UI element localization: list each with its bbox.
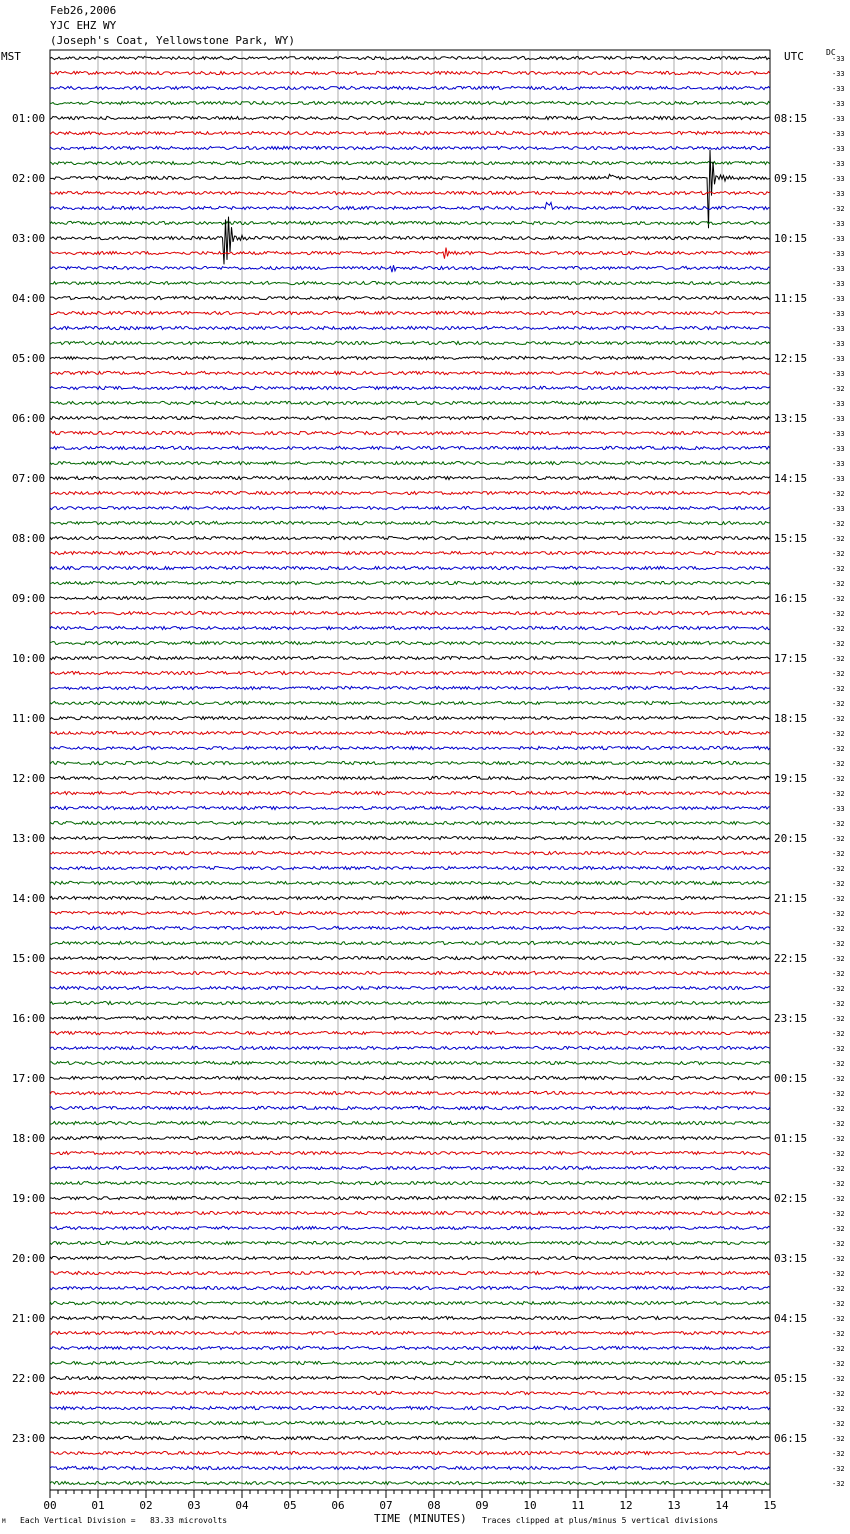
dc-offset-label: -33 bbox=[832, 100, 845, 108]
seismic-trace bbox=[50, 431, 770, 434]
seismic-trace bbox=[50, 776, 770, 779]
seismic-trace bbox=[50, 761, 770, 764]
dc-offset-label: -32 bbox=[832, 640, 845, 648]
seismic-trace bbox=[50, 1181, 770, 1184]
dc-offset-label: -33 bbox=[832, 370, 845, 378]
dc-offset-label: -32 bbox=[832, 655, 845, 663]
dc-offset-label: -32 bbox=[832, 520, 845, 528]
right-hour-label: 20:15 bbox=[774, 832, 808, 845]
seismic-trace bbox=[50, 1436, 770, 1439]
right-hour-label: 01:15 bbox=[774, 1132, 808, 1145]
dc-offset-label: -32 bbox=[832, 940, 845, 948]
seismic-trace bbox=[50, 971, 770, 974]
dc-offset-label: -32 bbox=[832, 1240, 845, 1248]
left-hour-label: 03:00 bbox=[12, 232, 46, 245]
seismic-trace bbox=[50, 248, 770, 259]
dc-offset-label: -32 bbox=[832, 1045, 845, 1053]
dc-offset-label: -33 bbox=[832, 265, 845, 273]
dc-offset-label: -33 bbox=[832, 190, 845, 198]
dc-offset-label: -33 bbox=[832, 325, 845, 333]
seismic-trace bbox=[50, 1091, 770, 1094]
left-hour-label: 17:00 bbox=[12, 1072, 46, 1085]
dc-offset-label: -32 bbox=[832, 1195, 845, 1203]
dc-offset-label: -32 bbox=[832, 985, 845, 993]
seismic-trace bbox=[50, 1376, 770, 1379]
dc-offset-label: -33 bbox=[832, 295, 845, 303]
dc-offset-label: -32 bbox=[832, 1105, 845, 1113]
x-tick-label: 10 bbox=[523, 1499, 537, 1512]
seismic-trace bbox=[50, 371, 770, 374]
seismic-trace bbox=[50, 926, 770, 929]
dc-offset-label: -33 bbox=[832, 400, 845, 408]
seismic-trace bbox=[50, 386, 770, 389]
seismic-trace bbox=[50, 806, 770, 809]
corner-mark: M bbox=[2, 1518, 6, 1525]
dc-offset-label: -33 bbox=[832, 460, 845, 468]
dc-offset-label: -32 bbox=[832, 535, 845, 543]
seismic-trace bbox=[50, 641, 770, 644]
dc-offset-label: -32 bbox=[832, 685, 845, 693]
right-hour-label: 21:15 bbox=[774, 892, 808, 905]
seismic-trace bbox=[50, 416, 770, 419]
seismic-trace bbox=[50, 1406, 770, 1409]
seismic-trace bbox=[50, 265, 770, 272]
dc-offset-label: -33 bbox=[832, 475, 845, 483]
seismic-trace bbox=[50, 851, 770, 854]
dc-offset-label: -32 bbox=[832, 730, 845, 738]
seismic-trace bbox=[50, 1421, 770, 1424]
dc-offset-label: -33 bbox=[832, 235, 845, 243]
seismic-trace bbox=[50, 446, 770, 449]
left-hour-label: 10:00 bbox=[12, 652, 46, 665]
x-tick-label: 03 bbox=[187, 1499, 201, 1512]
dc-offset-label: -32 bbox=[832, 955, 845, 963]
seismic-trace bbox=[50, 1391, 770, 1394]
right-hour-label: 16:15 bbox=[774, 592, 808, 605]
seismic-trace bbox=[50, 1256, 770, 1259]
right-hour-label: 05:15 bbox=[774, 1372, 808, 1385]
dc-offset-label: -32 bbox=[832, 490, 845, 498]
dc-offset-label: -32 bbox=[832, 1135, 845, 1143]
dc-offset-label: -33 bbox=[832, 805, 845, 813]
left-hour-label: 19:00 bbox=[12, 1192, 46, 1205]
x-tick-label: 08 bbox=[427, 1499, 441, 1512]
seismic-trace bbox=[50, 626, 770, 629]
seismic-trace bbox=[50, 731, 770, 734]
dc-offset-label: -32 bbox=[832, 205, 845, 213]
left-hour-label: 02:00 bbox=[12, 172, 46, 185]
dc-offset-label: -32 bbox=[832, 1450, 845, 1458]
dc-offset-label: -32 bbox=[832, 895, 845, 903]
seismic-trace bbox=[50, 401, 770, 404]
left-timezone: MST bbox=[1, 50, 21, 63]
seismic-trace bbox=[50, 701, 770, 704]
dc-offset-label: -32 bbox=[832, 1330, 845, 1338]
dc-offset-label: -32 bbox=[832, 1315, 845, 1323]
left-hour-label: 11:00 bbox=[12, 712, 46, 725]
seismic-trace bbox=[50, 116, 770, 119]
seismic-trace bbox=[50, 1301, 770, 1304]
dc-offset-label: -32 bbox=[832, 775, 845, 783]
dc-offset-label: -32 bbox=[832, 1465, 845, 1473]
seismic-trace bbox=[50, 1211, 770, 1214]
right-timezone: UTC bbox=[784, 50, 804, 63]
seismic-trace bbox=[50, 1481, 770, 1484]
left-hour-label: 23:00 bbox=[12, 1432, 46, 1445]
seismic-trace bbox=[50, 1016, 770, 1019]
seismic-trace bbox=[50, 1001, 770, 1004]
dc-offset-label: -32 bbox=[832, 595, 845, 603]
seismic-trace bbox=[50, 686, 770, 689]
left-hour-label: 22:00 bbox=[12, 1372, 46, 1385]
dc-offset-label: -33 bbox=[832, 145, 845, 153]
right-hour-label: 11:15 bbox=[774, 292, 808, 305]
seismic-trace bbox=[50, 1046, 770, 1049]
left-hour-label: 21:00 bbox=[12, 1312, 46, 1325]
seismic-trace bbox=[50, 356, 770, 359]
x-tick-label: 05 bbox=[283, 1499, 297, 1512]
right-hour-label: 13:15 bbox=[774, 412, 808, 425]
seismic-trace bbox=[50, 881, 770, 884]
dc-offset-label: -32 bbox=[832, 850, 845, 858]
dc-offset-label: -33 bbox=[832, 340, 845, 348]
seismic-trace bbox=[50, 131, 770, 134]
seismic-trace bbox=[50, 581, 770, 584]
plot-date: Feb26,2006 bbox=[50, 4, 117, 17]
seismic-trace bbox=[50, 956, 770, 959]
seismic-trace bbox=[50, 521, 770, 524]
seismic-trace bbox=[50, 1241, 770, 1244]
seismic-trace bbox=[50, 1271, 770, 1274]
dc-offset-label: -33 bbox=[832, 280, 845, 288]
dc-offset-label: -32 bbox=[832, 790, 845, 798]
right-hour-label: 08:15 bbox=[774, 112, 808, 125]
seismic-trace bbox=[50, 476, 770, 479]
dc-offset-label: -32 bbox=[832, 1480, 845, 1488]
seismic-trace bbox=[50, 791, 770, 794]
dc-offset-label: -32 bbox=[832, 1210, 845, 1218]
seismic-trace bbox=[50, 1196, 770, 1199]
right-hour-label: 04:15 bbox=[774, 1312, 808, 1325]
x-tick-label: 09 bbox=[475, 1499, 489, 1512]
dc-offset-label: -32 bbox=[832, 550, 845, 558]
dc-offset-label: -32 bbox=[832, 1255, 845, 1263]
clip-note: Traces clipped at plus/minus 5 vertical divisions bbox=[482, 1516, 719, 1525]
dc-offset-label: -32 bbox=[832, 565, 845, 573]
seismic-trace bbox=[50, 1316, 770, 1319]
left-hour-label: 12:00 bbox=[12, 772, 46, 785]
right-hour-label: 17:15 bbox=[774, 652, 808, 665]
right-hour-label: 18:15 bbox=[774, 712, 808, 725]
seismic-trace bbox=[50, 56, 770, 59]
seismic-trace bbox=[50, 1151, 770, 1154]
right-hour-label: 10:15 bbox=[774, 232, 808, 245]
dc-offset-label: -33 bbox=[832, 115, 845, 123]
seismic-trace bbox=[50, 671, 770, 674]
seismic-trace bbox=[50, 1451, 770, 1454]
left-hour-label: 20:00 bbox=[12, 1252, 46, 1265]
dc-offset-label: -32 bbox=[832, 1000, 845, 1008]
right-hour-label: 06:15 bbox=[774, 1432, 808, 1445]
dc-offset-label: -33 bbox=[832, 505, 845, 513]
dc-offset-label: -32 bbox=[832, 745, 845, 753]
seismic-trace bbox=[50, 461, 770, 464]
seismic-trace bbox=[50, 836, 770, 839]
dc-offset-label: -33 bbox=[832, 310, 845, 318]
x-tick-label: 11 bbox=[571, 1499, 585, 1512]
dc-offset-label: -32 bbox=[832, 835, 845, 843]
dc-offset-label: -33 bbox=[832, 250, 845, 258]
x-tick-label: 02 bbox=[139, 1499, 153, 1512]
dc-offset-label: -32 bbox=[832, 1375, 845, 1383]
seismic-trace bbox=[50, 1226, 770, 1229]
seismic-trace bbox=[50, 341, 770, 344]
seismic-trace bbox=[50, 1466, 770, 1469]
dc-offset-label: -32 bbox=[832, 1345, 845, 1353]
seismic-trace bbox=[50, 716, 770, 719]
dc-offset-label: -32 bbox=[832, 970, 845, 978]
dc-offset-label: -32 bbox=[832, 760, 845, 768]
dc-offset-label: -33 bbox=[832, 415, 845, 423]
dc-offset-label: -32 bbox=[832, 1420, 845, 1428]
dc-offset-label: -32 bbox=[832, 1150, 845, 1158]
seismic-trace bbox=[50, 911, 770, 914]
seismic-trace bbox=[50, 596, 770, 599]
seismic-trace bbox=[50, 1106, 770, 1109]
right-hour-label: 19:15 bbox=[774, 772, 808, 785]
dc-offset-label: -32 bbox=[832, 1120, 845, 1128]
left-hour-label: 06:00 bbox=[12, 412, 46, 425]
dc-offset-label: -33 bbox=[832, 55, 845, 63]
dc-offset-label: -32 bbox=[832, 580, 845, 588]
seismic-trace bbox=[50, 1031, 770, 1034]
x-tick-label: 14 bbox=[715, 1499, 729, 1512]
seismic-trace bbox=[50, 941, 770, 944]
left-hour-label: 18:00 bbox=[12, 1132, 46, 1145]
dc-offset-label: -32 bbox=[832, 385, 845, 393]
seismic-trace bbox=[50, 821, 770, 824]
left-hour-label: 08:00 bbox=[12, 532, 46, 545]
dc-offset-label: -33 bbox=[832, 130, 845, 138]
x-tick-label: 01 bbox=[91, 1499, 105, 1512]
dc-offset-label: -33 bbox=[832, 355, 845, 363]
dc-offset-label: -33 bbox=[832, 70, 845, 78]
dc-offset-label: -32 bbox=[832, 1285, 845, 1293]
right-hour-label: 22:15 bbox=[774, 952, 808, 965]
seismic-trace bbox=[50, 101, 770, 104]
x-tick-label: 06 bbox=[331, 1499, 345, 1512]
left-hour-label: 14:00 bbox=[12, 892, 46, 905]
right-hour-label: 23:15 bbox=[774, 1012, 808, 1025]
right-hour-label: 15:15 bbox=[774, 532, 808, 545]
left-hour-label: 09:00 bbox=[12, 592, 46, 605]
seismic-trace bbox=[50, 1346, 770, 1349]
left-hour-label: 04:00 bbox=[12, 292, 46, 305]
seismic-trace bbox=[50, 866, 770, 869]
dc-offset-label: -32 bbox=[832, 1090, 845, 1098]
left-hour-label: 07:00 bbox=[12, 472, 46, 485]
right-hour-label: 02:15 bbox=[774, 1192, 808, 1205]
dc-offset-label: -32 bbox=[832, 1300, 845, 1308]
x-tick-label: 12 bbox=[619, 1499, 633, 1512]
left-hour-label: 05:00 bbox=[12, 352, 46, 365]
right-hour-label: 00:15 bbox=[774, 1072, 808, 1085]
seismic-trace bbox=[50, 1166, 770, 1169]
seismic-trace bbox=[50, 566, 770, 569]
seismic-trace bbox=[50, 551, 770, 554]
dc-offset-label: -33 bbox=[832, 430, 845, 438]
seismic-trace bbox=[50, 536, 770, 539]
left-hour-label: 01:00 bbox=[12, 112, 46, 125]
right-hour-label: 09:15 bbox=[774, 172, 808, 185]
dc-offset-label: -32 bbox=[832, 1435, 845, 1443]
dc-offset-label: -32 bbox=[832, 1225, 845, 1233]
seismic-trace bbox=[50, 1061, 770, 1064]
dc-offset-label: -32 bbox=[832, 610, 845, 618]
dc-offset-label: -32 bbox=[832, 1165, 845, 1173]
seismic-trace bbox=[50, 611, 770, 614]
x-tick-label: 13 bbox=[667, 1499, 681, 1512]
seismic-trace bbox=[50, 506, 770, 509]
dc-offset-label: -32 bbox=[832, 1075, 845, 1083]
seismic-trace bbox=[50, 1331, 770, 1334]
dc-offset-label: -33 bbox=[832, 220, 845, 228]
dc-offset-label: -32 bbox=[832, 700, 845, 708]
seismic-trace bbox=[50, 296, 770, 299]
dc-offset-label: -32 bbox=[832, 910, 845, 918]
seismic-trace bbox=[50, 221, 770, 224]
seismic-trace bbox=[50, 71, 770, 74]
left-hour-label: 16:00 bbox=[12, 1012, 46, 1025]
seismic-trace bbox=[50, 1286, 770, 1289]
right-hour-label: 03:15 bbox=[774, 1252, 808, 1265]
x-tick-label: 07 bbox=[379, 1499, 393, 1512]
dc-offset-label: -32 bbox=[832, 625, 845, 633]
seismic-trace bbox=[50, 326, 770, 329]
right-hour-label: 14:15 bbox=[774, 472, 808, 485]
seismic-trace bbox=[50, 986, 770, 989]
seismic-trace bbox=[50, 161, 770, 164]
left-hour-label: 13:00 bbox=[12, 832, 46, 845]
dc-offset-label: -32 bbox=[832, 1030, 845, 1038]
seismic-trace bbox=[50, 491, 770, 494]
dc-offset-label: -32 bbox=[832, 1015, 845, 1023]
dc-label: DC bbox=[826, 48, 836, 57]
seismic-trace bbox=[50, 311, 770, 314]
seismic-trace bbox=[50, 656, 770, 659]
dc-offset-label: -32 bbox=[832, 1270, 845, 1278]
right-hour-label: 12:15 bbox=[774, 352, 808, 365]
x-tick-label: 15 bbox=[763, 1499, 777, 1512]
dc-offset-label: -33 bbox=[832, 445, 845, 453]
seismic-trace bbox=[50, 281, 770, 284]
dc-offset-label: -32 bbox=[832, 1390, 845, 1398]
dc-offset-label: -32 bbox=[832, 1060, 845, 1068]
seismic-trace bbox=[50, 202, 770, 209]
dc-offset-label: -32 bbox=[832, 1360, 845, 1368]
station-location: (Joseph's Coat, Yellowstone Park, WY) bbox=[50, 34, 296, 47]
x-tick-label: 00 bbox=[43, 1499, 57, 1512]
dc-offset-label: -32 bbox=[832, 715, 845, 723]
seismic-trace bbox=[50, 86, 770, 89]
dc-offset-label: -33 bbox=[832, 160, 845, 168]
dc-offset-label: -32 bbox=[832, 880, 845, 888]
seismic-trace bbox=[50, 1076, 770, 1079]
dc-offset-label: -32 bbox=[832, 1180, 845, 1188]
dc-offset-label: -32 bbox=[832, 670, 845, 678]
x-axis-title: TIME (MINUTES) bbox=[374, 1512, 467, 1525]
dc-offset-label: -33 bbox=[832, 175, 845, 183]
dc-offset-label: -32 bbox=[832, 865, 845, 873]
dc-offset-label: -33 bbox=[832, 85, 845, 93]
seismic-trace bbox=[50, 1361, 770, 1364]
scale-note: Each Vertical Division = 83.33 microvolts bbox=[20, 1516, 228, 1525]
seismic-trace bbox=[50, 146, 770, 149]
station-code: YJC EHZ WY bbox=[50, 19, 117, 32]
seismic-trace bbox=[50, 896, 770, 899]
dc-offset-label: -32 bbox=[832, 1405, 845, 1413]
dc-offset-label: -32 bbox=[832, 925, 845, 933]
seismic-trace bbox=[50, 191, 770, 194]
left-hour-label: 15:00 bbox=[12, 952, 46, 965]
dc-offset-label: -32 bbox=[832, 820, 845, 828]
x-tick-label: 04 bbox=[235, 1499, 249, 1512]
seismic-trace bbox=[50, 746, 770, 749]
seismic-trace bbox=[50, 1121, 770, 1124]
seismic-trace bbox=[50, 1136, 770, 1139]
